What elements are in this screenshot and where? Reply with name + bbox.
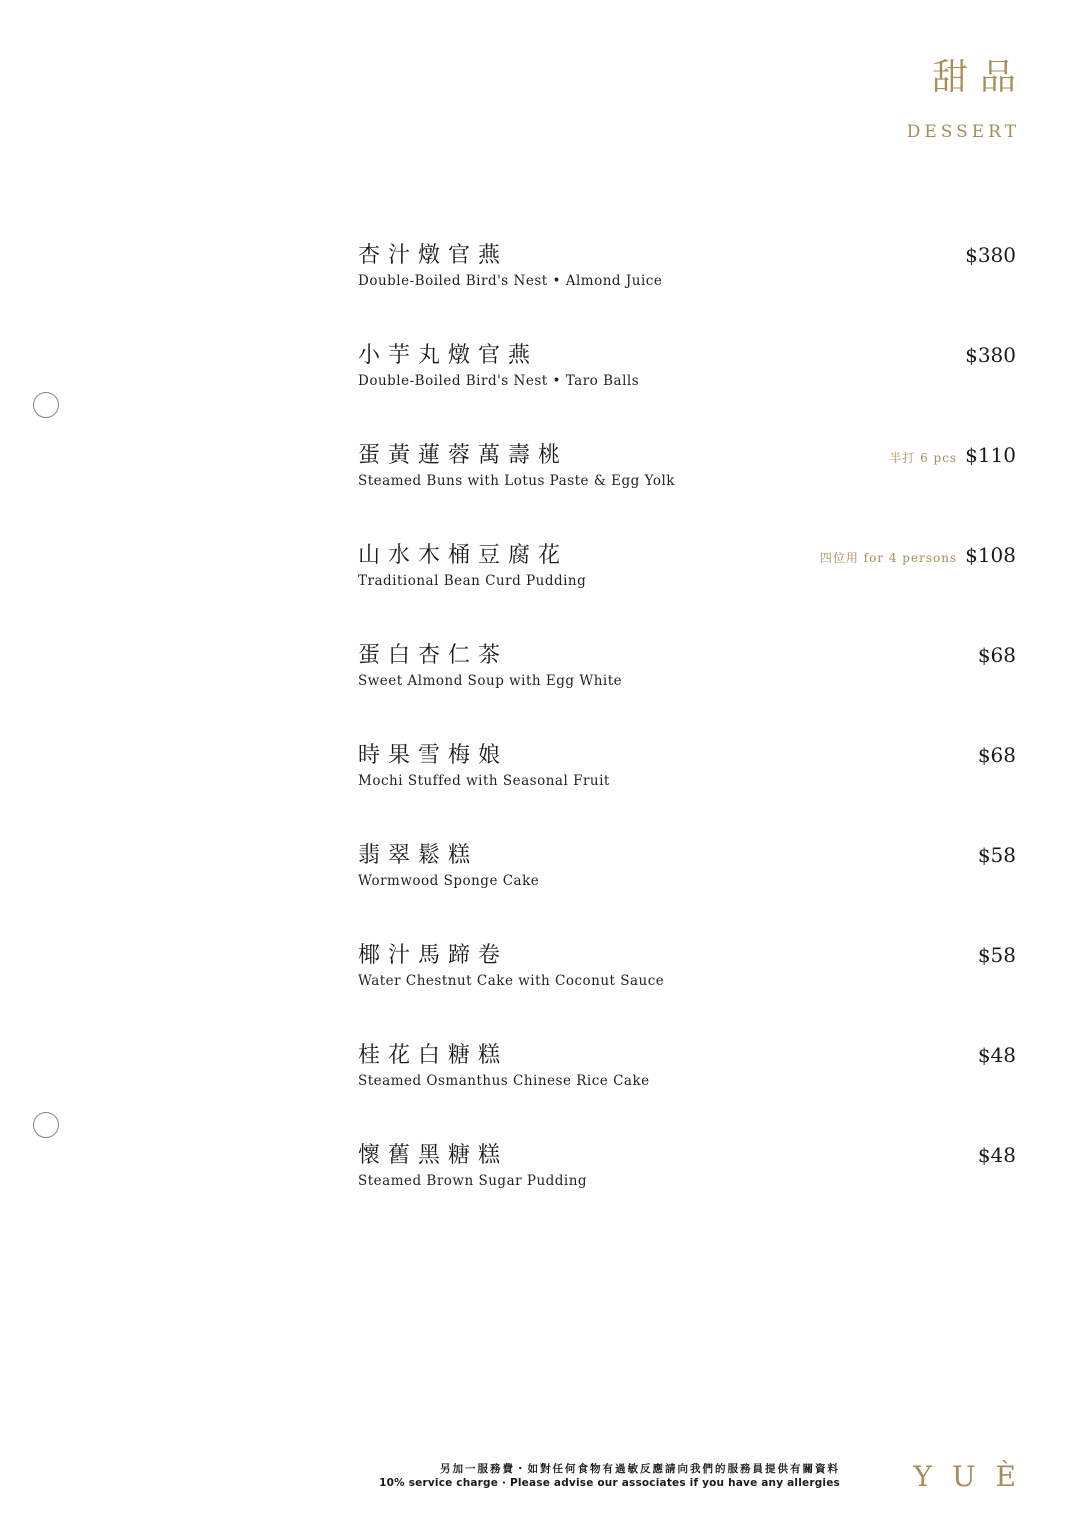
binder-hole-top bbox=[33, 392, 59, 418]
price-group bbox=[820, 543, 1016, 567]
menu-item bbox=[358, 1140, 1016, 1240]
item-name-english: Steamed Buns with Lotus Paste & Egg Yolk bbox=[358, 473, 675, 489]
menu-item bbox=[358, 1040, 1016, 1140]
price-group bbox=[978, 843, 1016, 867]
price-group bbox=[965, 243, 1016, 267]
item-name-english: Double-Boiled Bird's Nest • Almond Juice bbox=[358, 273, 663, 289]
item-name-chinese: 杏汁燉官燕 bbox=[358, 243, 509, 268]
footer-notice bbox=[379, 1462, 840, 1490]
item-price: $48 bbox=[977, 1043, 1016, 1067]
title-english: DESSERT bbox=[906, 121, 1020, 142]
item-name-english: Double-Boiled Bird's Nest • Taro Balls bbox=[358, 373, 640, 389]
service-notice-english: 10% service charge · Please advise our associates if you have any allergies bbox=[379, 1477, 840, 1489]
item-name-english: Steamed Osmanthus Chinese Rice Cake bbox=[358, 1073, 650, 1089]
binder-hole-bottom bbox=[33, 1112, 59, 1138]
item-name-chinese: 山水木桶豆腐花 bbox=[358, 543, 569, 568]
menu-item bbox=[358, 740, 1016, 840]
item-name-chinese: 椰汁馬蹄卷 bbox=[358, 943, 509, 968]
item-price: $58 bbox=[977, 843, 1016, 867]
price-group bbox=[978, 943, 1016, 967]
item-name-chinese: 桂花白糖糕 bbox=[358, 1043, 509, 1068]
menu-item bbox=[358, 240, 1016, 340]
item-name-chinese: 小芋丸燉官燕 bbox=[358, 343, 539, 368]
item-name-english: Mochi Stuffed with Seasonal Fruit bbox=[358, 773, 610, 789]
menu-item bbox=[358, 840, 1016, 940]
portion-note: 四位用 for 4 persons bbox=[819, 551, 958, 565]
menu-item bbox=[358, 640, 1016, 740]
menu-item bbox=[358, 940, 1016, 1040]
price-group bbox=[965, 343, 1016, 367]
item-name-english: Steamed Brown Sugar Pudding bbox=[358, 1173, 588, 1189]
item-name-chinese: 懷舊黑糖糕 bbox=[358, 1143, 509, 1168]
menu-item bbox=[358, 340, 1016, 440]
menu-item bbox=[358, 540, 1016, 640]
item-name-chinese: 蛋黃蓮蓉萬壽桃 bbox=[358, 443, 569, 468]
item-name-chinese: 時果雪梅娘 bbox=[358, 743, 509, 768]
menu-item bbox=[358, 440, 1016, 540]
item-price: $380 bbox=[965, 343, 1016, 367]
item-name-english: Water Chestnut Cake with Coconut Sauce bbox=[358, 973, 665, 989]
item-name-english: Wormwood Sponge Cake bbox=[358, 873, 540, 889]
price-group bbox=[978, 643, 1016, 667]
item-price: $68 bbox=[977, 643, 1016, 667]
dessert-menu-list bbox=[358, 240, 1016, 1240]
service-notice-chinese: 另加一服務費・如對任何食物有過敏反應請向我們的服務員提供有關資料 bbox=[440, 1463, 840, 1475]
item-price: $108 bbox=[965, 543, 1016, 567]
item-price: $68 bbox=[977, 743, 1016, 767]
item-price: $110 bbox=[965, 443, 1016, 467]
item-name-chinese: 蛋白杏仁茶 bbox=[358, 643, 509, 668]
price-group bbox=[978, 1043, 1016, 1067]
brand-logo: YUÈ bbox=[913, 1460, 1036, 1493]
page-header bbox=[906, 57, 1028, 142]
price-group bbox=[978, 1143, 1016, 1167]
price-group bbox=[889, 443, 1016, 467]
item-name-english: Sweet Almond Soup with Egg White bbox=[358, 673, 623, 689]
item-name-chinese: 翡翠鬆糕 bbox=[358, 843, 479, 868]
item-price: $380 bbox=[965, 243, 1016, 267]
item-name-english: Traditional Bean Curd Pudding bbox=[358, 573, 587, 589]
item-price: $48 bbox=[977, 1143, 1016, 1167]
price-group bbox=[978, 743, 1016, 767]
item-price: $58 bbox=[977, 943, 1016, 967]
title-chinese: 甜品 bbox=[931, 57, 1028, 98]
portion-note: 半打 6 pcs bbox=[889, 451, 958, 465]
